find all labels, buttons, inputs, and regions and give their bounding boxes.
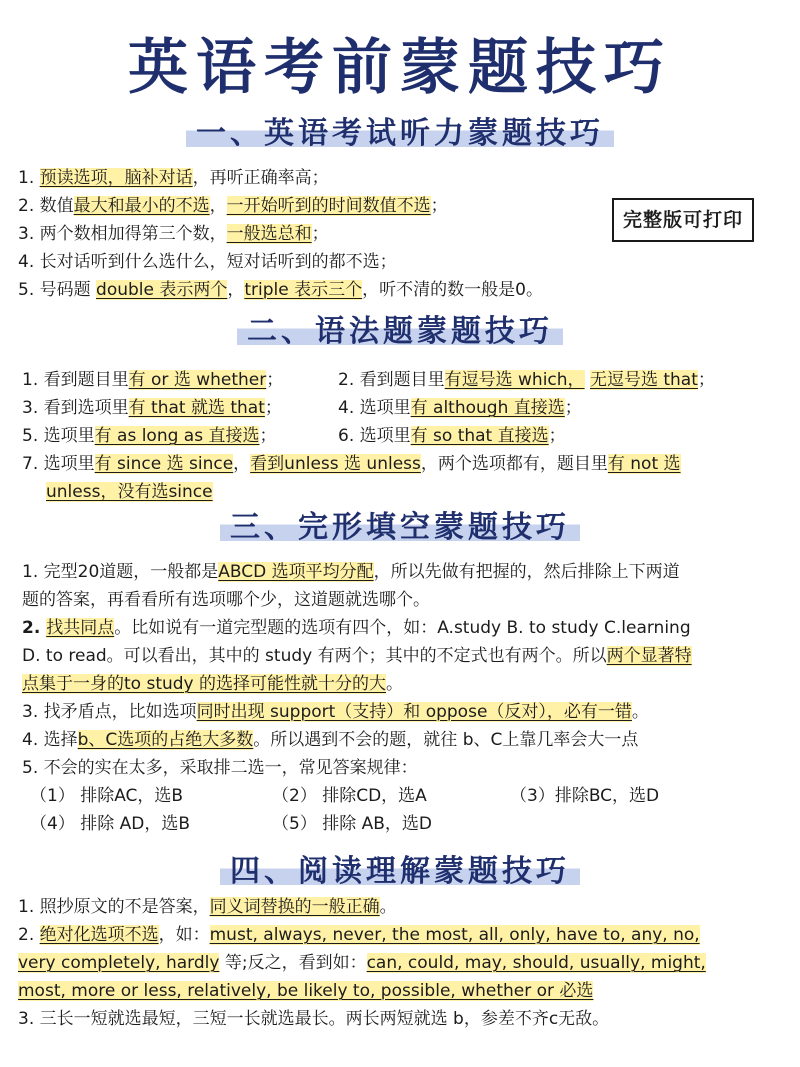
cloze-tip-4: 4. 选择b、C选项的占绝大多数。所以遇到不会的题，就往 b、C上靠几率会大一点 [22, 730, 639, 750]
grammar-tip-2: 2. 看到题目里有逗号选 which， 无逗号选 that； [338, 370, 715, 390]
cloze-tip-1-cont: 题的答案，再看看所有选项哪个少，这道题就选哪个。 [22, 590, 430, 610]
grammar-tip-7-cont: unless，没有选since [46, 482, 213, 502]
section-1-title: 一、英语考试听力蒙题技巧 [0, 112, 800, 156]
page-title: 英语考前蒙题技巧 [128, 33, 672, 103]
listening-tip-4: 4. 长对话听到什么选什么，短对话听到的都不选； [18, 252, 397, 272]
grammar-tip-3: 3. 看到选项里有 that 就选 that； [22, 398, 282, 418]
section-2-title: 二、语法题蒙题技巧 [0, 310, 800, 354]
cloze-option-1: （1） 排除AC，选B [30, 786, 184, 806]
reading-tip-2: 2. 绝对化选项不选，如：must, always, never, the most, all, only, have to, any, no, [18, 925, 700, 945]
reading-tip-2-cont: very completely, hardly 等;反之，看到如：can, could, may, should, usually, might, [18, 953, 706, 973]
cloze-tip-2: 2. 找共同点。比如说有一道完型题的选项有四个，如：A.study B. to study C.learning [22, 618, 691, 638]
cloze-tip-2-cont2: 点集于一身的to study 的选择可能性就十分的大。 [22, 674, 404, 694]
listening-tip-1: 1. 预读选项，脑补对话，再听正确率高； [18, 168, 329, 188]
reading-tip-3: 3. 三长一短就选最短，三短一长就选最长。两长两短就选 b，参差不齐c无敌。 [18, 1009, 610, 1029]
listening-tip-2: 2. 数值最大和最小的不选，一开始听到的时间数值不选； [18, 196, 448, 216]
reading-tip-2-cont2: most, more or less, relatively, be likely to, possible, whether or 必选 [18, 981, 594, 1001]
section-4-title: 四、阅读理解蒙题技巧 [0, 850, 800, 894]
cloze-option-2: （2） 排除CD，选A [272, 786, 427, 806]
grammar-tip-6: 6. 选项里有 so that 直接选； [338, 426, 566, 446]
cloze-option-5: （5） 排除 AB，选D [272, 814, 433, 834]
grammar-tip-4: 4. 选项里有 although 直接选； [338, 398, 582, 418]
cloze-tip-5: 5. 不会的实在太多，采取排二选一，常见答案规律： [22, 758, 418, 778]
reading-tip-1: 1. 照抄原文的不是答案，同义词替换的一般正确。 [18, 897, 397, 917]
cloze-option-3: （3）排除BC，选D [510, 786, 660, 806]
grammar-tip-5: 5. 选项里有 as long as 直接选； [22, 426, 277, 446]
cloze-option-4: （4） 排除 AD，选B [30, 814, 191, 834]
printable-stamp: 完整版可打印 [612, 198, 754, 242]
cloze-tip-3: 3. 找矛盾点，比如选项同时出现 support（支持）和 oppose（反对），必有一错。 [22, 702, 649, 722]
listening-tip-3: 3. 两个数相加得第三个数，一般选总和； [18, 224, 329, 244]
listening-tip-5: 5. 号码题 double 表示两个，triple 表示三个，听不清的数一般是0。 [18, 280, 543, 300]
cloze-tip-1: 1. 完型20道题，一般都是ABCD 选项平均分配，所以先做有把握的，然后排除上下两道 [22, 562, 680, 582]
grammar-tip-1: 1. 看到题目里有 or 选 whether； [22, 370, 284, 390]
cloze-tip-2-cont: D. to read。可以看出，其中的 study 有两个；其中的不定式也有两个。所以两个显著特 [22, 646, 692, 666]
grammar-tip-7: 7. 选项里有 since 选 since，看到unless 选 unless，两个选项都有，题目里有 not 选 [22, 454, 681, 474]
section-3-title: 三、完形填空蒙题技巧 [0, 506, 800, 550]
